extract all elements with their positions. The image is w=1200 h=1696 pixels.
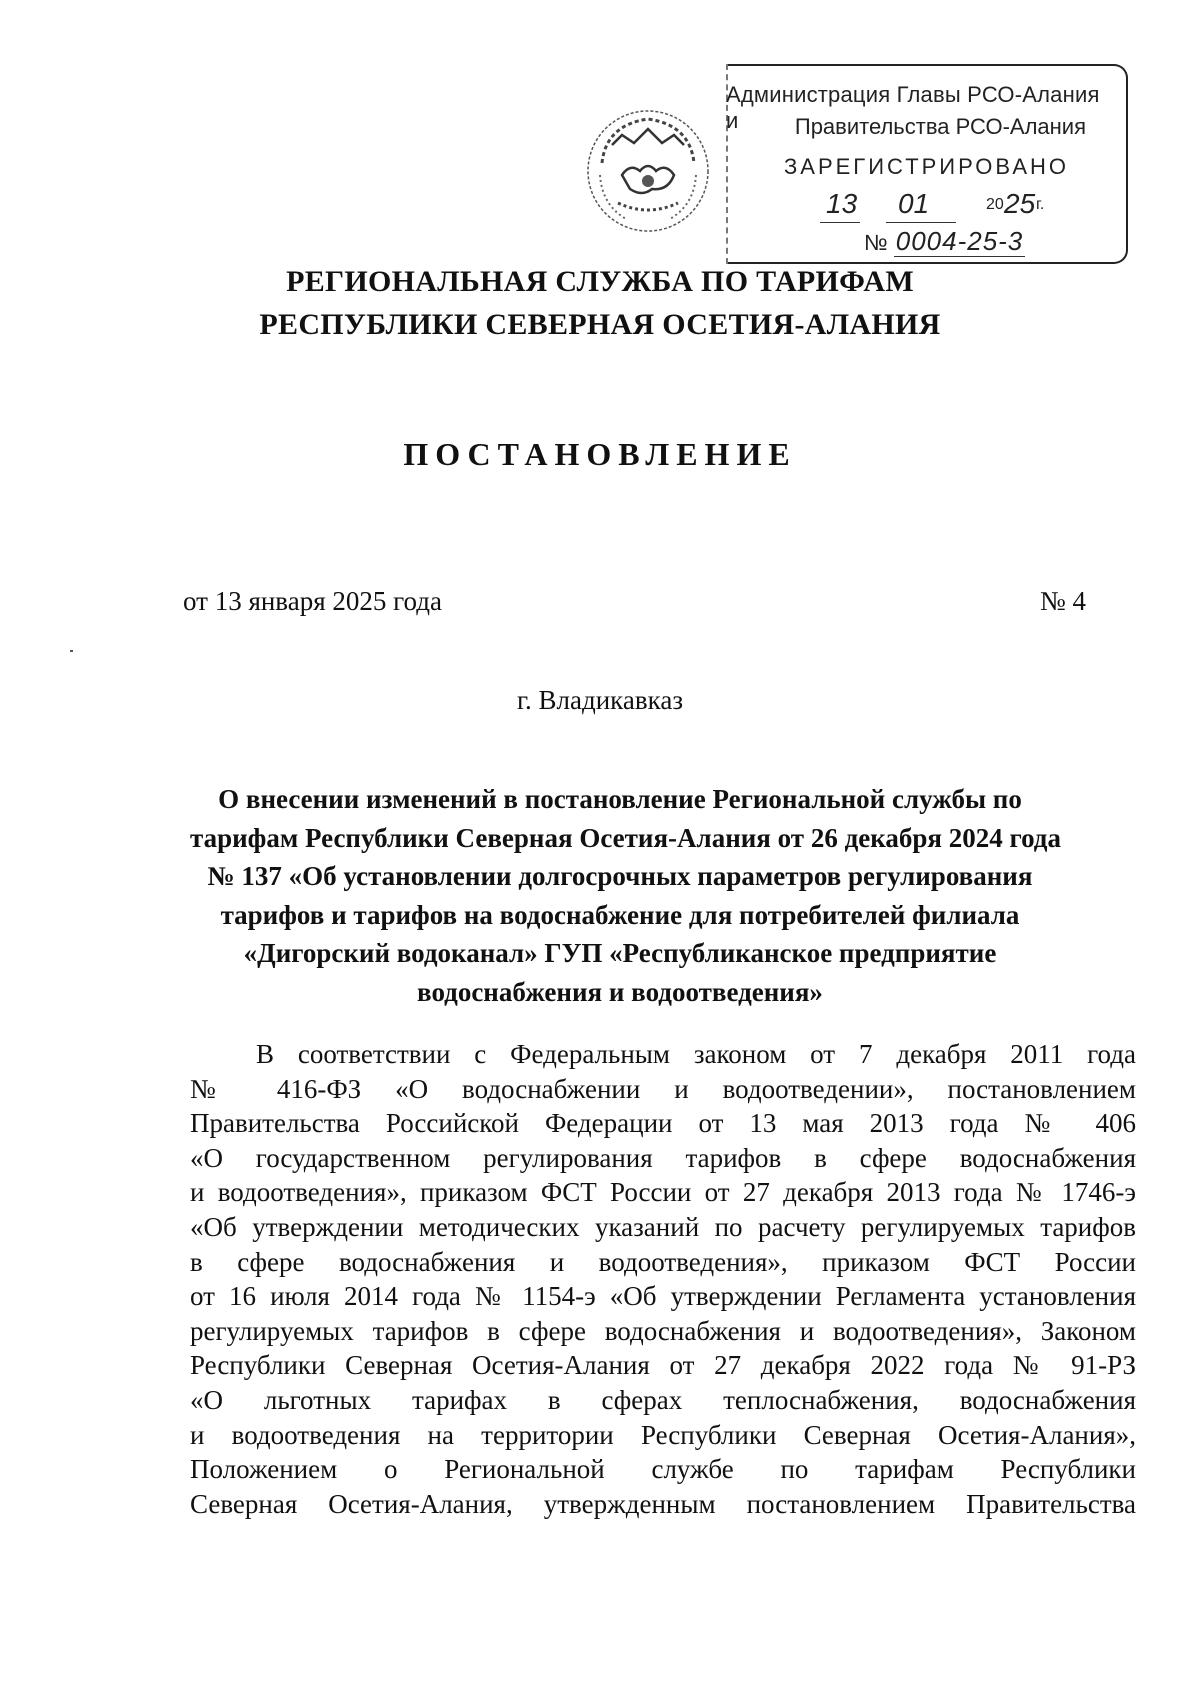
stamp-authority-line1: Администрация Главы РСО-Алания и xyxy=(726,82,1100,133)
stamp-date-day: 13 xyxy=(826,188,858,219)
body-line: «Об утверждении методических указаний по расчету регулируемых тарифов xyxy=(190,1211,1136,1242)
body-line: в сфере водоснабжения и водоотведения», приказом ФСТ России xyxy=(190,1246,1136,1277)
body-line: и водоотведения», приказом ФСТ России от 27 декабря 2013 года № 1746-э xyxy=(190,1177,1136,1208)
stamp-number-value: 0004-25-3 xyxy=(895,226,1024,256)
body-line: Положением о Региональной службе по тарифам Республики xyxy=(190,1454,1136,1485)
document-number: № 4 xyxy=(1040,586,1087,616)
body-line: и водоотведения на территории Республики Северная Осетия-Алания», xyxy=(190,1419,1136,1450)
stamp-authority-line2: Правительства РСО-Алания xyxy=(794,114,1086,139)
body-line: Правительства Российской Федерации от 13 мая 2013 года № 406 xyxy=(190,1108,1136,1139)
document-title xyxy=(190,780,1061,1012)
org-name-line1: РЕГИОНАЛЬНАЯ СЛУЖБА ПО ТАРИФАМ xyxy=(286,265,914,298)
body-line: № 416-ФЗ «О водоснабжении и водоотведении», постановлением xyxy=(190,1073,1136,1104)
document-city: г. Владикавказ xyxy=(517,685,683,715)
body-line: Республики Северная Осетия-Алания от 27 декабря 2022 года № 91-РЗ xyxy=(190,1350,1136,1381)
document-date: от 13 января 2025 года xyxy=(183,586,442,616)
body-line: «О государственном регулирования тарифов в сфере водоснабжения xyxy=(190,1142,1136,1173)
stamp-number-label: № xyxy=(864,230,888,255)
stamp-number xyxy=(864,226,1025,257)
stamp-date-year: 25 xyxy=(1004,188,1036,219)
title-line: «Дигорский водоканал» ГУП «Республиканское предприятие xyxy=(243,938,997,969)
org-name-line2: РЕСПУБЛИКИ СЕВЕРНАЯ ОСЕТИЯ-АЛАНИЯ xyxy=(259,308,941,341)
body-line: В соответствии с Федеральным законом от 7 декабря 2011 года xyxy=(256,1039,1136,1069)
registration-stamp xyxy=(726,64,1128,264)
title-line: водоснабжения и водоотведения» xyxy=(417,976,823,1007)
stamp-date-month: 01 xyxy=(898,188,930,219)
document-type-heading: ПОСТАНОВЛЕНИЕ xyxy=(403,436,797,472)
stamp-registered-label: ЗАРЕГИСТРИРОВАНО xyxy=(784,154,1070,179)
stamp-date-suffix: г. xyxy=(1036,196,1045,213)
body-line: «О льготных тарифах в сферах теплоснабжения, водоснабжения xyxy=(190,1384,1136,1415)
coat-of-arms-emblem xyxy=(582,105,714,237)
title-line: № 137 «Об установлении долгосрочных параметров регулирования xyxy=(207,861,1033,892)
scan-speck xyxy=(70,650,73,652)
document-body xyxy=(190,1037,1136,1521)
title-line: О внесении изменений в постановление Региональной службы по xyxy=(218,784,1022,814)
body-line: регулируемых тарифов в сфере водоснабжения и водоотведения», Законом xyxy=(190,1315,1136,1346)
title-line: тарифов и тарифов на водоснабжение для потребителей филиала xyxy=(220,899,1020,930)
stamp-date-year-prefix: 20 xyxy=(986,196,1004,213)
body-line: Северная Осетия-Алания, утвержденным постановлением Правительства xyxy=(190,1488,1136,1519)
body-line: от 16 июля 2014 года № 1154-э «Об утверждении Регламента установления xyxy=(190,1281,1136,1312)
title-line: тарифам Республики Северная Осетия-Алания от 26 декабря 2024 года xyxy=(190,822,1061,853)
